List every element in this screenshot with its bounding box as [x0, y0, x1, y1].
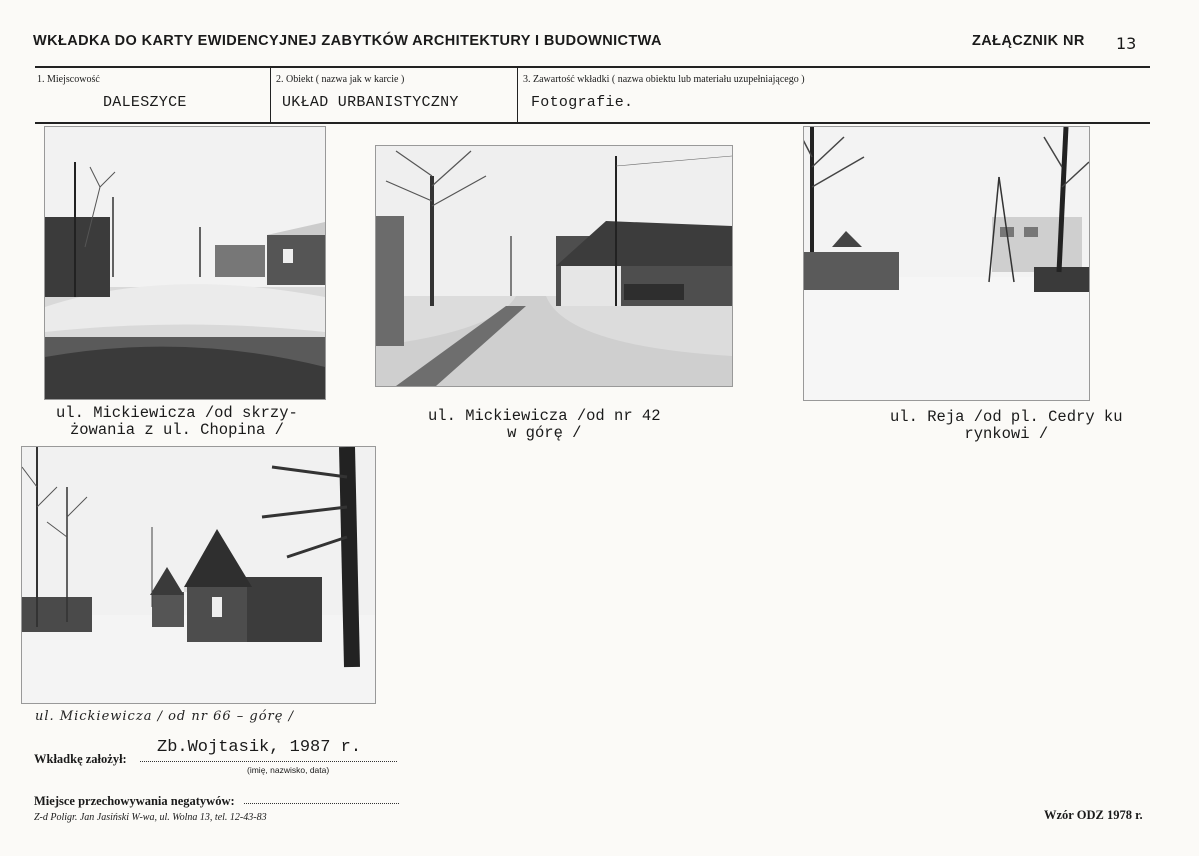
negatives-storage-dotted-line [244, 802, 399, 804]
photo-1-caption [56, 405, 298, 439]
photo-street-winter-1 [44, 126, 326, 400]
photo-3-image [804, 127, 1089, 400]
photo-1-caption-line2: żowania z ul. Chopina / [69, 421, 284, 439]
field-contents-value: Fotografie. [531, 94, 634, 111]
photo-4-image [22, 447, 375, 703]
annex-number: 13 [1116, 34, 1137, 53]
annex-label: ZAŁĄCZNIK NR [972, 33, 1085, 49]
photo-2-caption-line1: ul. Mickiewicza /od nr 42 [428, 407, 661, 425]
document-title: WKŁADKA DO KARTY EWIDENCYJNEJ ZABYTKÓW ARCHITEKTURY I BUDOWNICTWA [33, 33, 662, 49]
created-by-hint: (imię, nazwisko, data) [247, 765, 330, 775]
field-contents-label: 3. Zawartość wkładki ( nazwa obiektu lub materiału uzupełniającego ) [523, 74, 805, 85]
photo-2-caption [428, 408, 661, 442]
field-divider-1 [270, 67, 271, 123]
created-by-value: Zb.Wojtasik, 1987 r. [157, 738, 362, 757]
header-bottom-rule [35, 122, 1150, 124]
photo-4-handwritten-caption: ul. Mickiewicza / od nr 66 – górę / [35, 709, 294, 724]
photo-2-caption-line2: w górę / [507, 424, 582, 442]
photo-street-winter-4 [21, 446, 376, 704]
photo-street-winter-3 [803, 126, 1090, 401]
photo-3-caption-line2: rynkowi / [964, 425, 1049, 443]
photo-street-winter-2 [375, 145, 733, 387]
field-locality-label: 1. Miejscowość [37, 74, 100, 85]
photo-3-caption-line1: ul. Reja /od pl. Cedry ku [890, 408, 1123, 426]
field-divider-2 [517, 67, 518, 123]
field-object-label: 2. Obiekt ( nazwa jak w karcie ) [276, 74, 405, 85]
field-locality-value: DALESZYCE [103, 94, 187, 111]
form-version: Wzór ODZ 1978 r. [1044, 808, 1143, 822]
created-by-dotted-line [140, 760, 397, 762]
printer-imprint: Z-d Poligr. Jan Jasiński W-wa, ul. Wolna 13, tel. 12-43-83 [34, 812, 267, 823]
created-by-label: Wkładkę założył: [34, 752, 127, 766]
photo-1-caption-line1: ul. Mickiewicza /od skrzy- [56, 404, 298, 422]
photo-1-image [45, 127, 325, 399]
field-object-value: UKŁAD URBANISTYCZNY [282, 94, 459, 111]
photo-3-caption [890, 409, 1123, 443]
negatives-storage-label: Miejsce przechowywania negatywów: [34, 794, 235, 808]
header-top-rule [35, 66, 1150, 68]
photo-2-image [376, 146, 732, 386]
